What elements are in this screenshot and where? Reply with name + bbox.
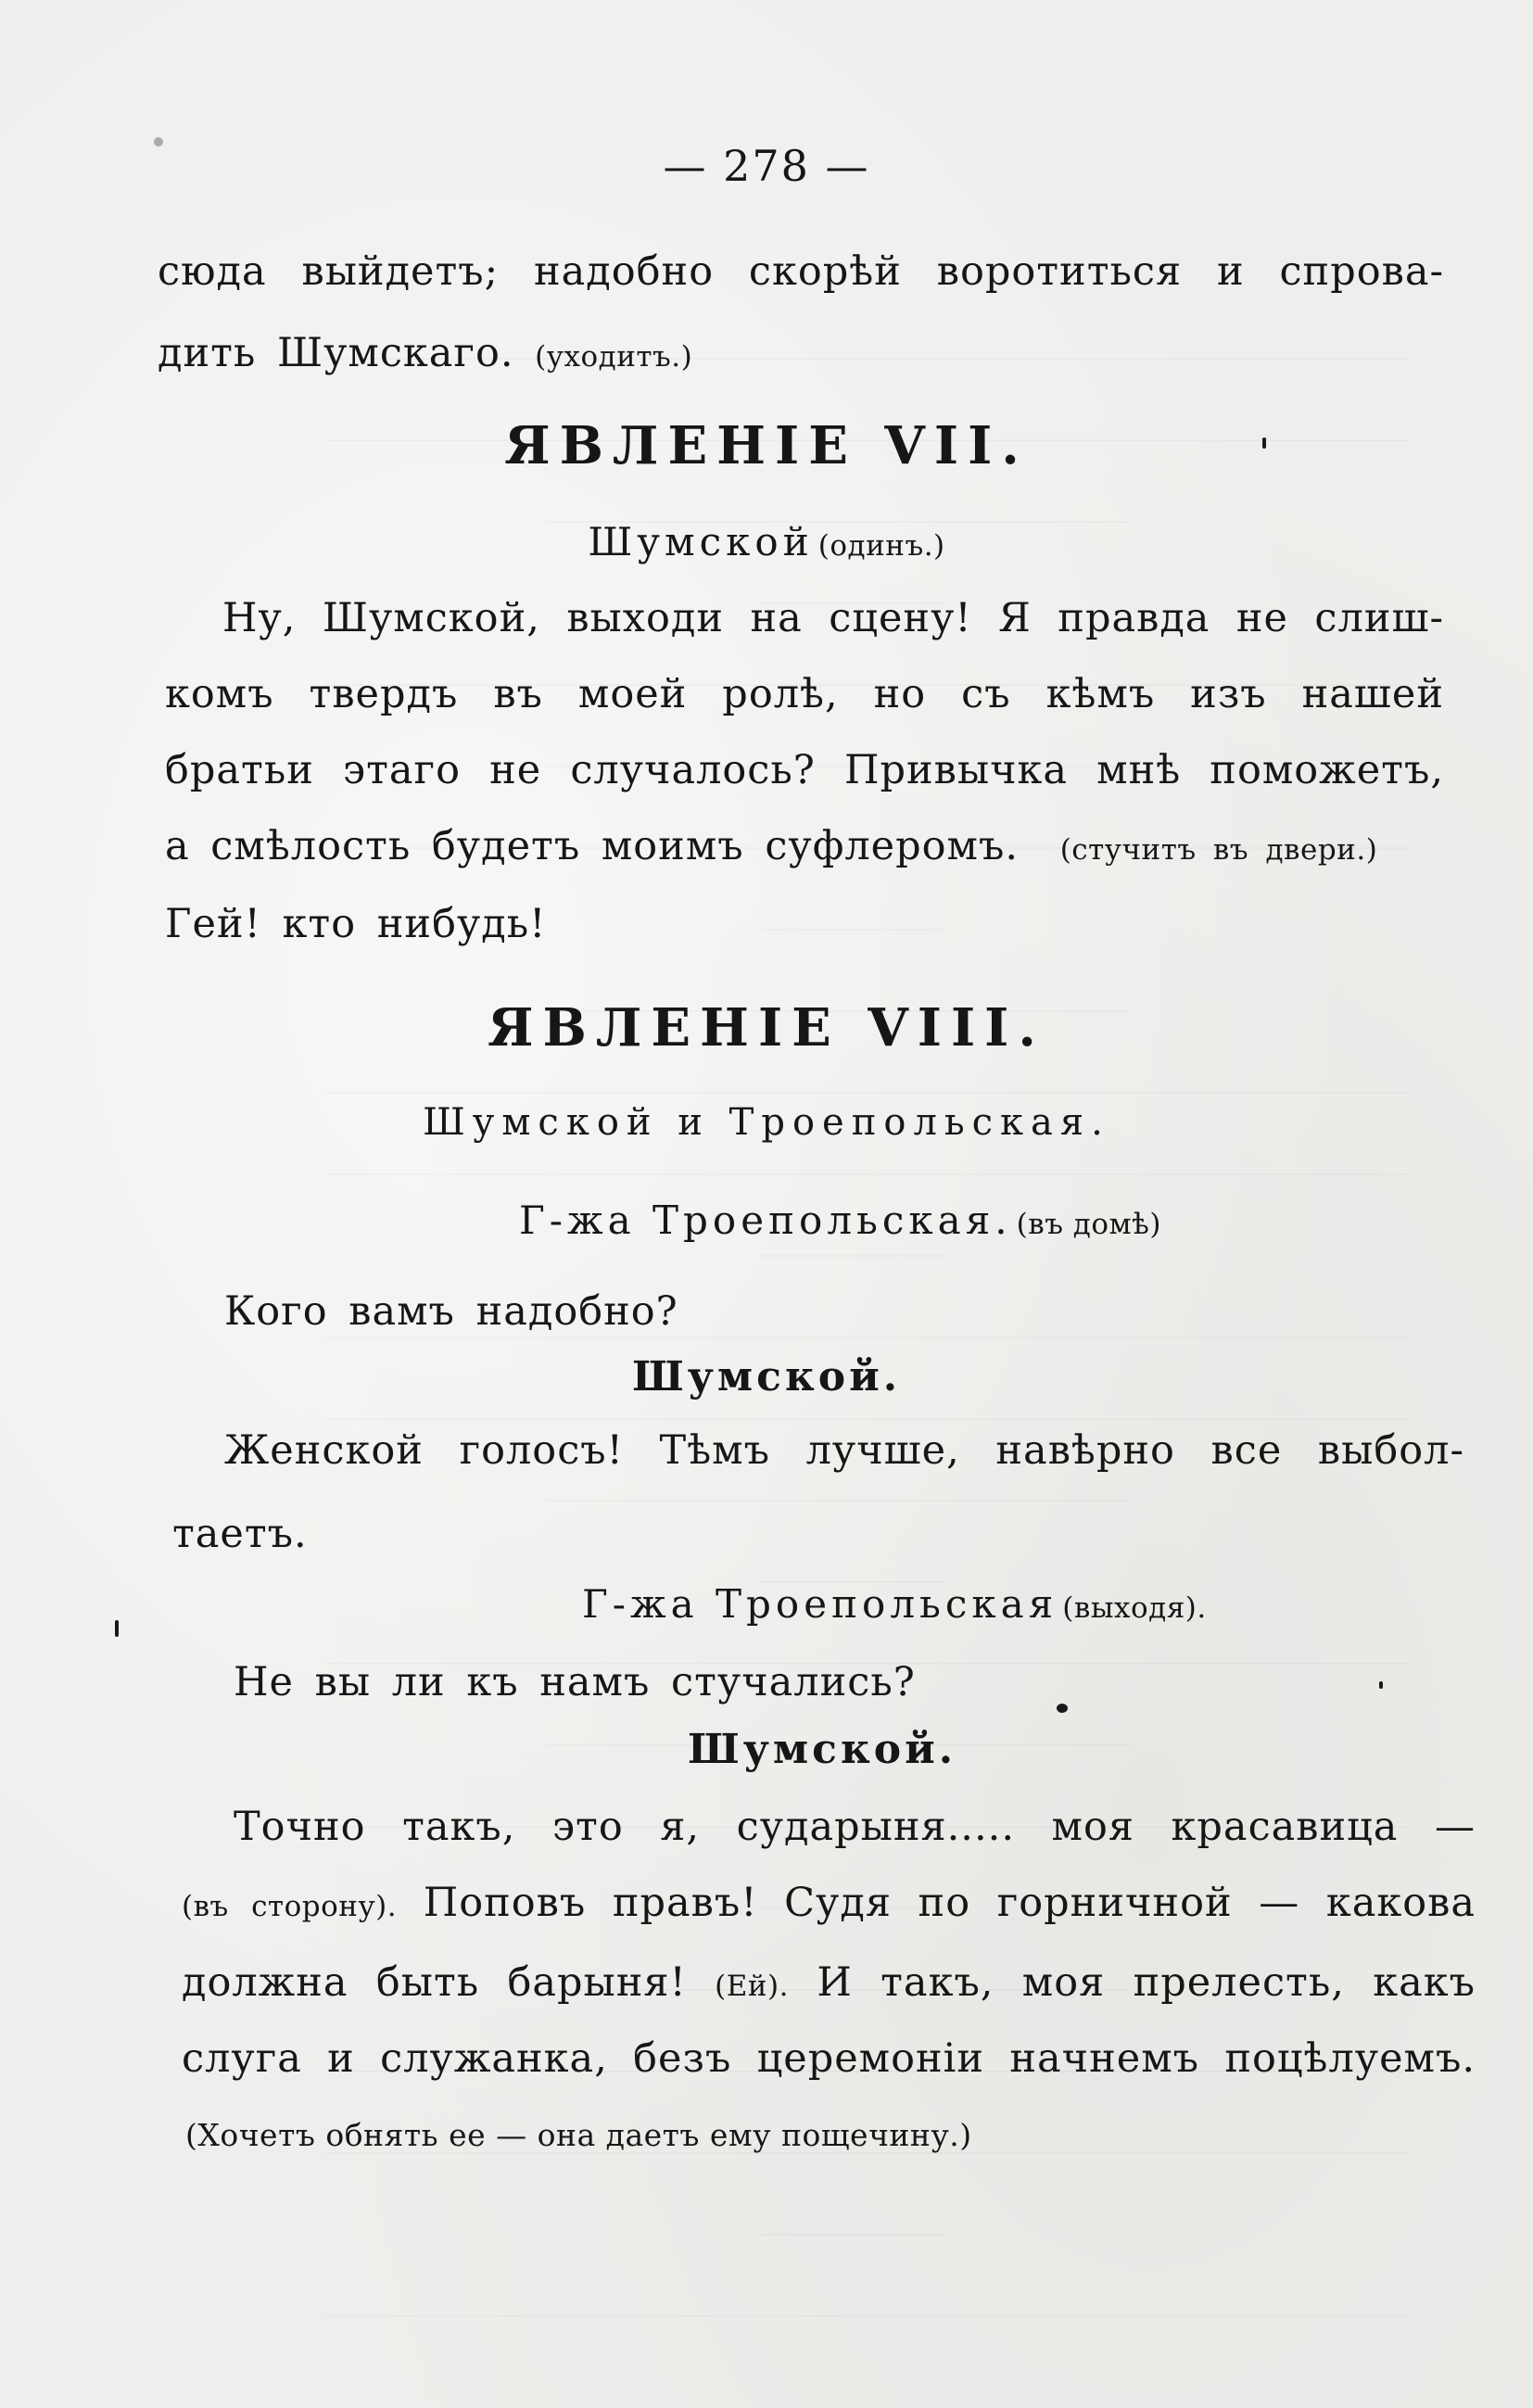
speaker-line-1: [0, 519, 1533, 564]
dialogue-line-4: Не вы ли къ намъ стучались?: [234, 1659, 916, 1705]
stage-direction-knocks: (стучитъ въ двери.): [1059, 833, 1378, 867]
ink-speck: [154, 137, 163, 146]
monologue-line-5: Гей! кто нибудь!: [165, 901, 547, 947]
stage-direction-to-her: (Ей).: [715, 1970, 789, 2003]
speaker-name-shumskoy-3: Шумской.: [687, 1726, 957, 1773]
speaker-note-alone: (одинъ.): [817, 529, 945, 563]
stage-direction-exit: (уходитъ.): [535, 340, 693, 374]
speaker-name-troepolskaya-2: Г-жа Троепольская: [582, 1581, 1058, 1627]
monologue-line-4: [165, 823, 1377, 869]
scene-persons: Шумской и Троепольская.: [423, 1101, 1110, 1144]
speaker-line-4: [582, 1581, 1207, 1627]
monologue-line-2: комъ твердъ въ моей ролѣ, но съ кѣмъ изъ нашей: [165, 671, 1444, 717]
dialogue-line-7: [182, 1959, 1476, 2006]
speaker-line-2: [519, 1198, 1161, 1243]
scene-heading-8: ЯВЛЕНІЕ VIII.: [488, 997, 1045, 1058]
speaker-note-in-house: (въ домѣ): [1016, 1208, 1161, 1241]
ink-speck: [1379, 1681, 1383, 1689]
speaker-name-shumskoy: Шумской: [588, 519, 814, 564]
dialogue-line-3: таетъ.: [172, 1511, 308, 1557]
text-line-1: сюда выйдетъ; надобно скорѣй воротиться и спрова-: [158, 248, 1444, 295]
ink-speck: [1262, 437, 1266, 449]
dialogue-line-2: Женской голосъ! Тѣмъ лучше, навѣрно все выбол-: [224, 1427, 1464, 1474]
dialogue-line-7-part-2: И такъ, моя прелесть, какъ: [817, 1959, 1476, 2006]
ink-speck: [1057, 1704, 1068, 1713]
dialogue-line-5: Точно такъ, это я, сударыня..... моя красавица —: [234, 1804, 1476, 1850]
stage-direction-slap: (Хочетъ обнять ее — она даетъ ему пощечину.): [185, 2117, 972, 2153]
ink-speck: [115, 1620, 119, 1637]
speaker-name-troepolskaya: Г-жа Троепольская.: [519, 1198, 1012, 1243]
dialogue-line-6: [182, 1880, 1476, 1926]
stage-direction-aside: (въ сторону).: [182, 1890, 398, 1923]
monologue-line-1: Ну, Шумской, выходи на сцену! Я правда не слиш-: [222, 595, 1444, 641]
scene-heading-7: ЯВЛЕНІЕ VII.: [504, 415, 1029, 476]
dialogue-line-1: Кого вамъ надобно?: [224, 1288, 678, 1335]
speaker-name-shumskoy-2: Шумской.: [631, 1353, 902, 1400]
speaker-note-coming-out: (выходя).: [1062, 1591, 1207, 1625]
dialogue-line-8: слуга и служанка, безъ церемоніи начнемъ поцѣлуемъ.: [182, 2035, 1476, 2082]
text-line-2: [158, 330, 692, 376]
dialogue-line-6-body: Поповъ правъ! Судя по горничной — какова: [423, 1880, 1476, 1926]
monologue-line-4-body: а смѣлость будетъ моимъ суфлеромъ.: [165, 823, 1020, 869]
page-number: — 278 —: [663, 141, 870, 191]
dialogue-line-7-part-1: должна быть барыня!: [182, 1959, 687, 2006]
text-line-2-body: дить Шумскаго.: [158, 330, 514, 376]
monologue-line-3: братьи этаго не случалось? Привычка мнѣ поможетъ,: [165, 747, 1444, 793]
